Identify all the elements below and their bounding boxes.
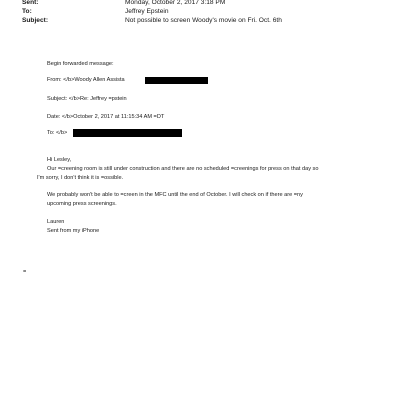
subject-value: Not possible to screen Woody's movie on Fri. Oct. 6th [125, 17, 282, 24]
forwarded-intro: Begin forwarded message: [47, 61, 114, 67]
to-value: Jeffrey Epstein [125, 8, 169, 15]
body-paragraph-1-line-1: Our =creening room is still under construction and there are no scheduled =creenings for press on that day so [47, 166, 319, 172]
forwarded-subject: Subject: </b>Re: Jeffrey =pstein [47, 96, 127, 102]
forwarded-from: From: </b>Woody Allen Assista [47, 77, 125, 83]
redaction-box [73, 129, 182, 137]
body-paragraph-2-line-2: upcoming press screenings. [47, 201, 117, 207]
signature-device: Sent from my iPhone [47, 228, 100, 234]
to-label: To: [22, 8, 32, 15]
trailing-mark: = [23, 269, 27, 275]
sent-label: Sent: [22, 0, 39, 6]
subject-label: Subject: [22, 17, 49, 24]
forwarded-to: To: </b> [47, 130, 68, 136]
forwarded-date: Date: </b>October 2, 2017 at 11:15:34 AM =DT [47, 114, 165, 120]
redaction-box [145, 77, 208, 84]
signature-name: Lauren [47, 219, 65, 225]
sent-value: Monday, October 2, 2017 3:18 PM [125, 0, 226, 6]
body-paragraph-1-line-2: I'm sorry, I don't think it is =ossible. [37, 175, 124, 181]
body-greeting: Hi Lesley, [47, 157, 72, 163]
body-paragraph-2-line-1: We probably won't be able to =creen in the MFC until the end of October. I will check on if there are =ny [47, 192, 303, 198]
